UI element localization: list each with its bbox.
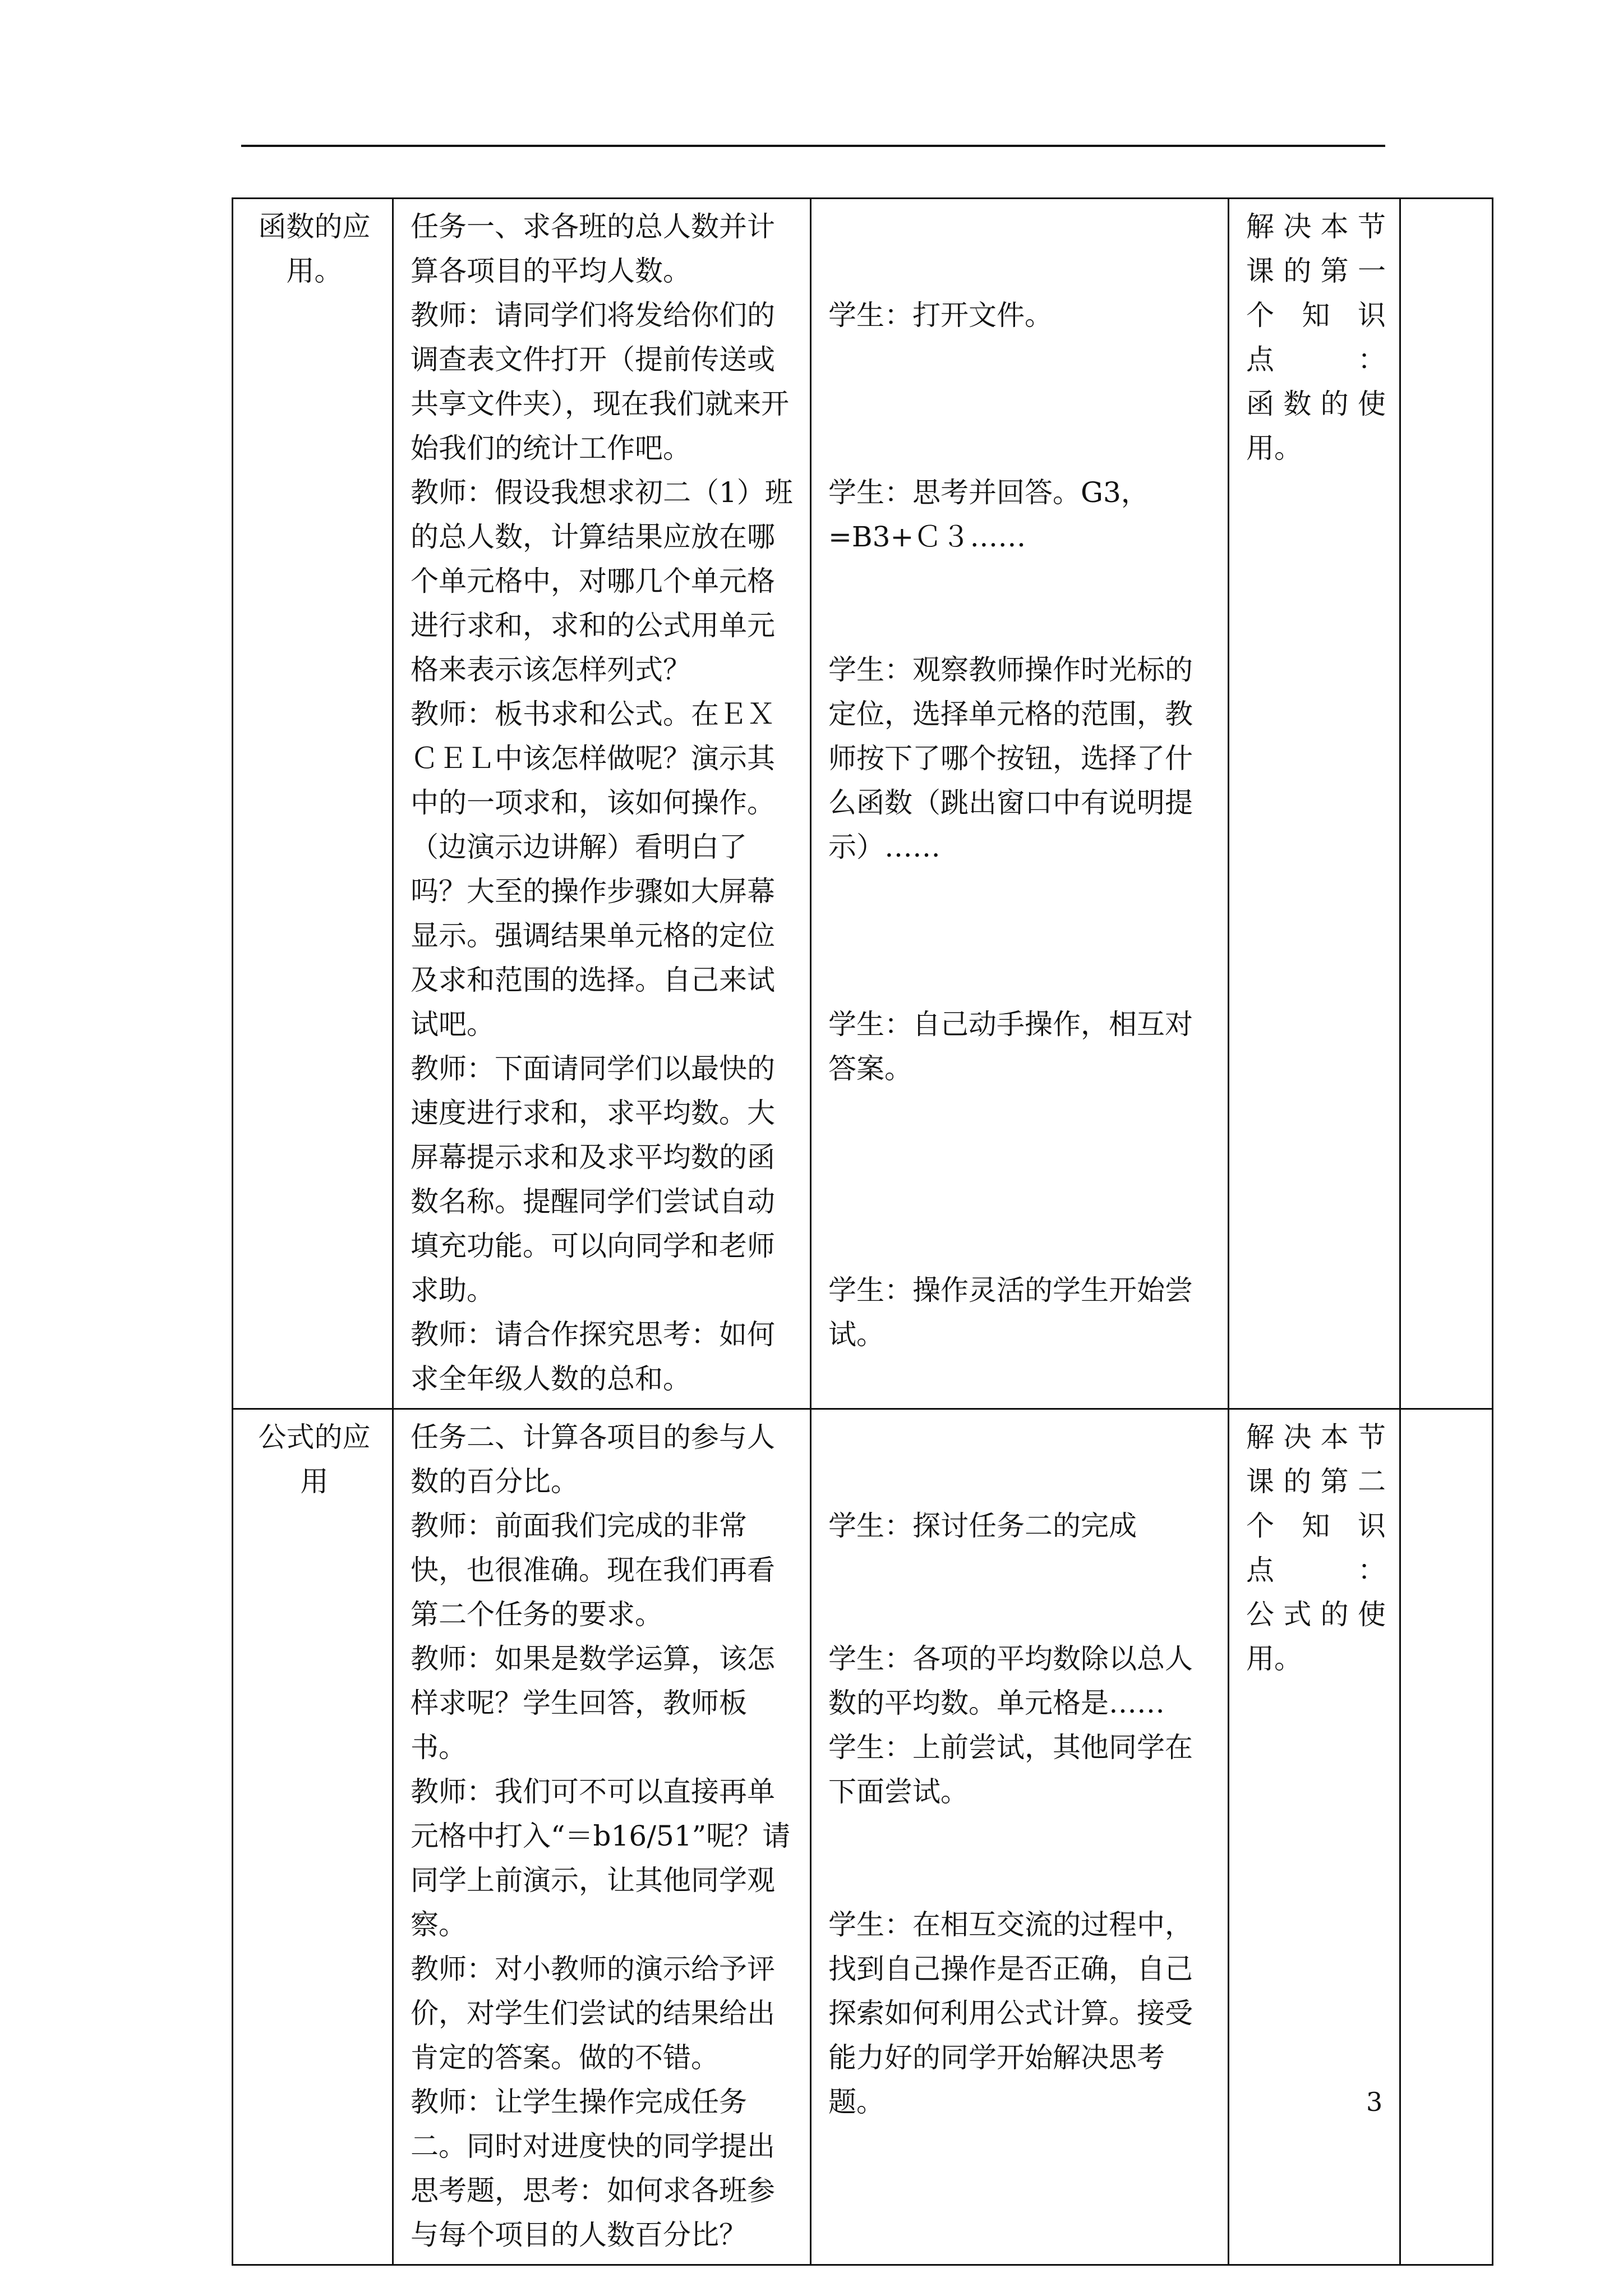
- design-intent-line: 解决本节: [1246, 1421, 1386, 1453]
- design-intent-line: 个知识点：: [1246, 299, 1386, 376]
- header-rule: [241, 145, 1385, 147]
- topic-line: 函数的应: [258, 210, 371, 243]
- design-intent-line: 公式的使: [1246, 1598, 1386, 1631]
- teacher-paragraph: 任务一、求各班的总人数并计算各项目的平均人数。: [411, 210, 775, 287]
- teacher-activity-cell: [393, 1409, 811, 2265]
- design-intent-line: 课的第二: [1246, 1465, 1386, 1498]
- student-activity-cell: [811, 1409, 1229, 2265]
- design-intent-line: 解决本节: [1246, 210, 1386, 243]
- student-paragraph: 学生：思考并回答。G3，=B3+Ｃ３……: [828, 476, 1149, 553]
- design-intent-cell: [1229, 1409, 1400, 2265]
- teacher-paragraph: 教师：对小教师的演示给予评价，对学生们尝试的结果给出肯定的答案。做的不错。: [411, 1953, 775, 2074]
- teacher-paragraph: 任务二、计算各项目的参与人数的百分比。: [411, 1421, 775, 1498]
- student-paragraph: 学生：在相互交流的过程中，找到自己操作是否正确，自己探索如何利用公式计算。接受能力好的同学开始解决思考题。: [828, 1908, 1193, 2118]
- teacher-paragraph: 教师：请同学们将发给你们的调查表文件打开（提前传送或共享文件夹），现在我们就来开始我们的统计工作吧。: [411, 299, 789, 464]
- topic-cell: [233, 1409, 393, 2265]
- topic-line: 公式的应: [258, 1421, 371, 1453]
- table-row: [233, 199, 1493, 1409]
- design-intent-line: 函数的使: [1246, 388, 1386, 420]
- topic-line: 用。: [286, 255, 343, 287]
- design-intent-line: 个知识点：: [1246, 1510, 1386, 1586]
- teacher-activity-cell: [393, 199, 811, 1409]
- lesson-plan-table: [232, 197, 1493, 2266]
- topic-line: 用: [300, 1465, 329, 1498]
- teacher-paragraph: 教师：我们可不可以直接再单元格中打入“＝b16/51”呢？请同学上前演示，让其他同学观察。: [411, 1775, 791, 1941]
- design-intent-cell: [1229, 199, 1400, 1409]
- student-paragraph: 学生：自己动手操作，相互对答案。: [828, 1008, 1193, 1085]
- design-intent-line: 用。: [1246, 1642, 1302, 1675]
- student-paragraph: 学生：打开文件。: [828, 299, 1053, 332]
- student-paragraph: 学生：探讨任务二的完成: [828, 1510, 1137, 1542]
- notes-cell: [1400, 1409, 1493, 2265]
- page-number: 3: [1366, 2087, 1383, 2117]
- student-paragraph: 学生：观察教师操作时光标的定位，选择单元格的范围，教师按下了哪个按钮，选择了什么函数（跳出窗口中有说明提示）……: [828, 654, 1193, 863]
- design-intent-line: 用。: [1246, 432, 1302, 464]
- teacher-paragraph: 教师：请合作探究思考：如何求全年级人数的总和。: [411, 1318, 775, 1395]
- teacher-paragraph: 教师：板书求和公式。在ＥＸＣＥＬ中该怎样做呢？演示其中的一项求和，该如何操作。（边演示边讲解）看明白了吗？大至的操作步骤如大屏幕显示。强调结果单元格的定位及求和范围的选择。自己来试试吧。: [411, 698, 775, 1041]
- design-intent-line: 课的第一: [1246, 255, 1386, 287]
- student-activity-cell: [811, 199, 1229, 1409]
- student-paragraph: 学生：上前尝试，其他同学在下面尝试。: [828, 1731, 1193, 1808]
- table-row: [233, 1409, 1493, 2265]
- teacher-paragraph: 教师：假设我想求初二（1）班的总人数，计算结果应放在哪个单元格中，对哪几个单元格进行求和，求和的公式用单元格来表示该怎样列式？: [411, 476, 793, 686]
- teacher-paragraph: 教师：让学生操作完成任务二。同时对进度快的同学提出思考题，思考：如何求各班参与每个项目的人数百分比？: [411, 2086, 775, 2251]
- teacher-paragraph: 教师：下面请同学们以最快的速度进行求和，求平均数。大屏幕提示求和及求平均数的函数名称。提醒同学们尝试自动填充功能。可以向同学和老师求助。: [411, 1052, 775, 1306]
- student-paragraph: 学生：操作灵活的学生开始尝试。: [828, 1274, 1193, 1351]
- teacher-paragraph: 教师：前面我们完成的非常快，也很准确。现在我们再看第二个任务的要求。: [411, 1510, 775, 1631]
- topic-cell: [233, 199, 393, 1409]
- student-paragraph: 学生：各项的平均数除以总人数的平均数。单元格是……: [828, 1642, 1193, 1719]
- teacher-paragraph: 教师：如果是数学运算，该怎样求呢？学生回答，教师板书。: [411, 1642, 775, 1764]
- notes-cell: [1400, 199, 1493, 1409]
